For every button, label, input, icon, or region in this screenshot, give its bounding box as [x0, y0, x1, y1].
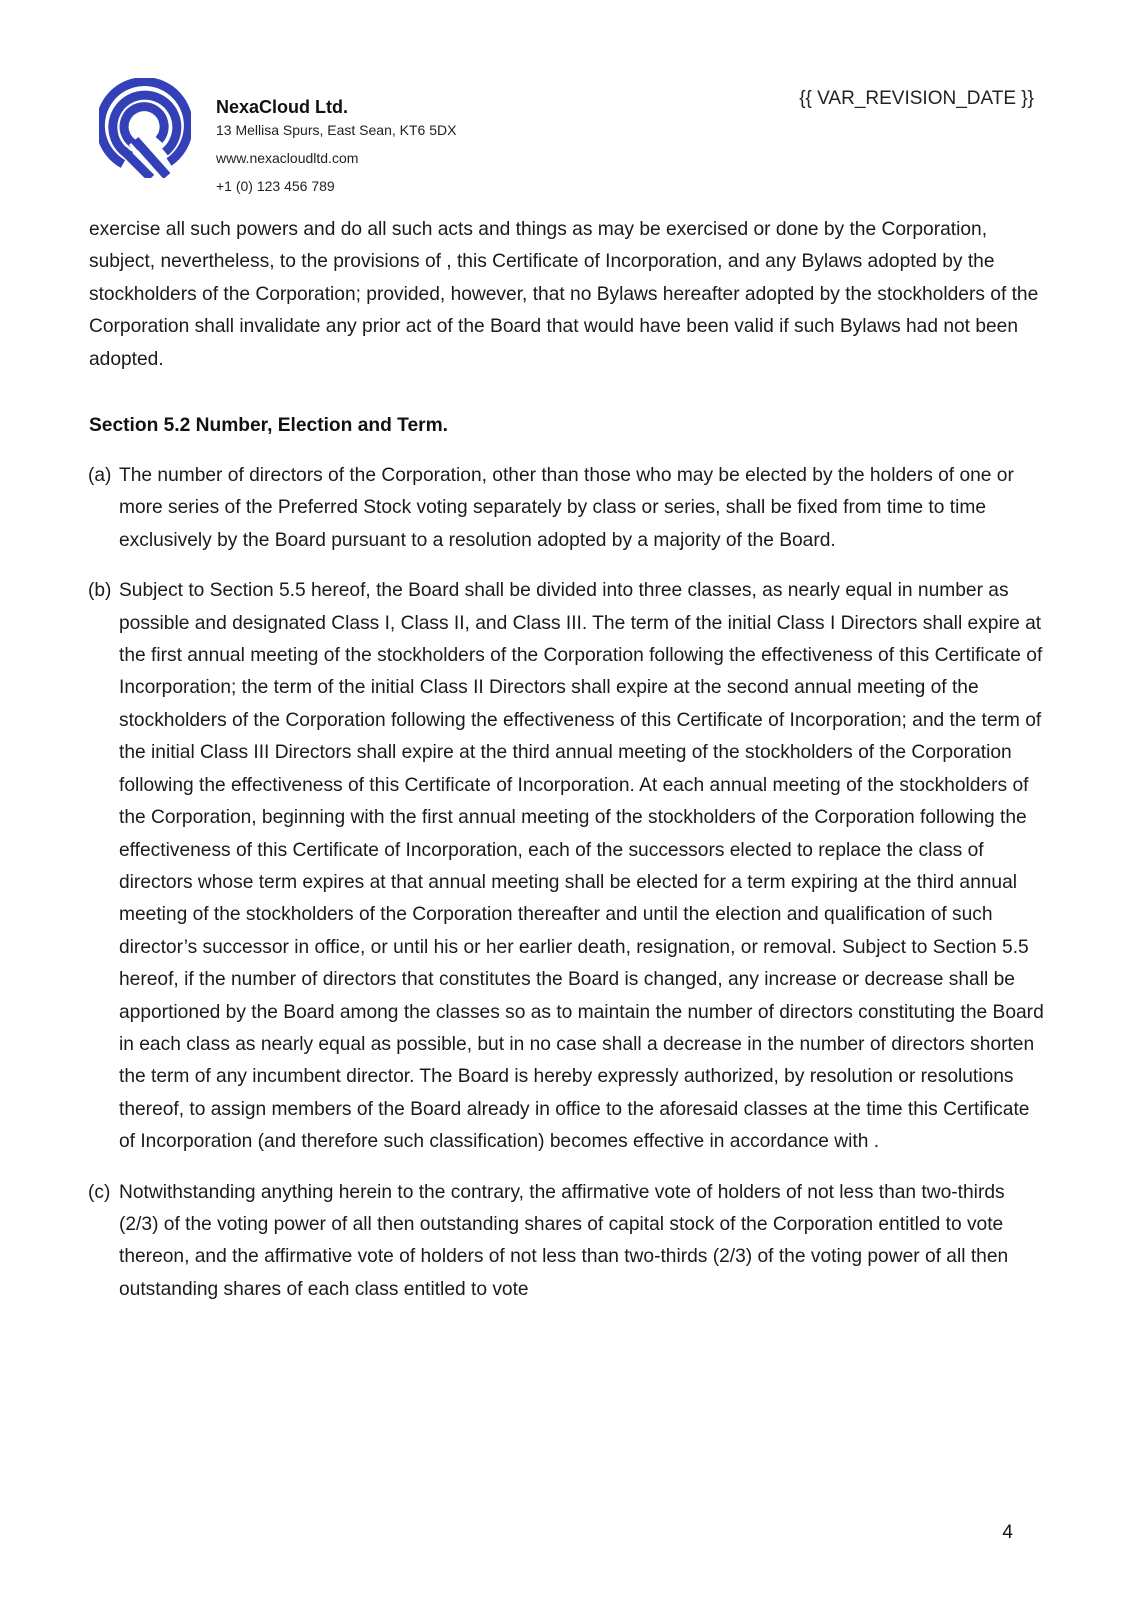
list-item	[89, 1177, 1049, 1307]
list-item-text: Notwithstanding anything herein to the contrary, the affirmative vote of holders of not less than two-thirds (2/3) of the voting power of all then outstanding shares of capital stock of the Corporation entitled to vote thereon, and the affirmative vote of holders of not less than two-thirds (2/3) of the voting power of all then outstanding shares of each class entitled to vote	[119, 1181, 1009, 1300]
list-item-label: (b)	[88, 580, 112, 602]
company-info	[216, 96, 456, 195]
list-item-text: Subject to Section 5.5 hereof, the Board shall be divided into three classes, as nearly equal in number as possible and designated Class I, Class II, and Class III. The term of the initial Class I Directors shall expire at the first annual meeting of the stockholders of the Corporation following the effectiveness of this Certificate of Incorporation; the term of the initial Class II Directors shall expire at the second annual meeting of the stockholders of the Corporation following the effectiveness of this Certificate of Incorporation; and the term of the initial Class III Directors shall expire at the third annual meeting of the stockholders of the Corporation following the effectiveness of this Certificate of Incorporation. At each annual meeting of the stockholders of the Corporation, beginning with the first annual meeting of the stockholders of the Corporation following the effectiveness of this Certificate of Incorporation, each of the successors elected to replace the class of directors whose term expires at that annual meeting shall be elected for a term expiring at the third annual meeting of the stockholders of the Corporation thereafter and until the election and qualification of such director’s successor in office, or until his or her earlier death, resignation, or removal. Subject to Section 5.5 hereof, if the number of directors that constitutes the Board is changed, any increase or decrease shall be apportioned by the Board among the classes so as to maintain the number of directors constituting the Board in each class as nearly equal as possible, but in no case shall a decrease in the number of directors shorten the term of any incumbent director. The Board is hereby expressly authorized, by resolution or resolutions thereof, to assign members of the Board already in office to the aforesaid classes at the time this Certificate of Incorporation (and therefore such classification) becomes effective in accordance with .	[119, 580, 1044, 1153]
page-number: 4	[1002, 1522, 1013, 1543]
nexacloud-logo-icon	[99, 78, 191, 178]
company-phone: +1 (0) 123 456 789	[216, 178, 335, 194]
list-item	[89, 575, 1049, 1158]
company-name: NexaCloud Ltd.	[216, 97, 349, 117]
company-address: 13 Mellisa Spurs, East Sean, KT6 5DX	[216, 122, 457, 138]
revision-date-placeholder: {{ VAR_REVISION_DATE }}	[799, 88, 1034, 109]
list-item-text: The number of directors of the Corporation, other than those who may be elected by the holders of one or more series of the Preferred Stock voting separately by class or series, shall be fixed from time to time exclusively by the Board pursuant to a resolution adopted by a majority of the Board.	[119, 465, 1014, 551]
document-body	[89, 214, 1049, 1324]
list-item-label: (a)	[88, 465, 112, 487]
intro-paragraph: exercise all such powers and do all such acts and things as may be exercised or done by the Corporation, subject, nevertheless, to the provisions of , this Certificate of Incorporation, and any Bylaws adopted by the stockholders of the Corporation; provided, however, that no Bylaws hereafter adopted by the stockholders of the Corporation shall invalidate any prior act of the Board that would have been valid if such Bylaws had not been adopted.	[89, 219, 1039, 370]
company-website: www.nexacloudltd.com	[216, 150, 359, 166]
section-title: Section 5.2 Number, Election and Term.	[89, 415, 448, 437]
list-item-label: (c)	[88, 1181, 111, 1203]
list-item	[89, 460, 1049, 557]
